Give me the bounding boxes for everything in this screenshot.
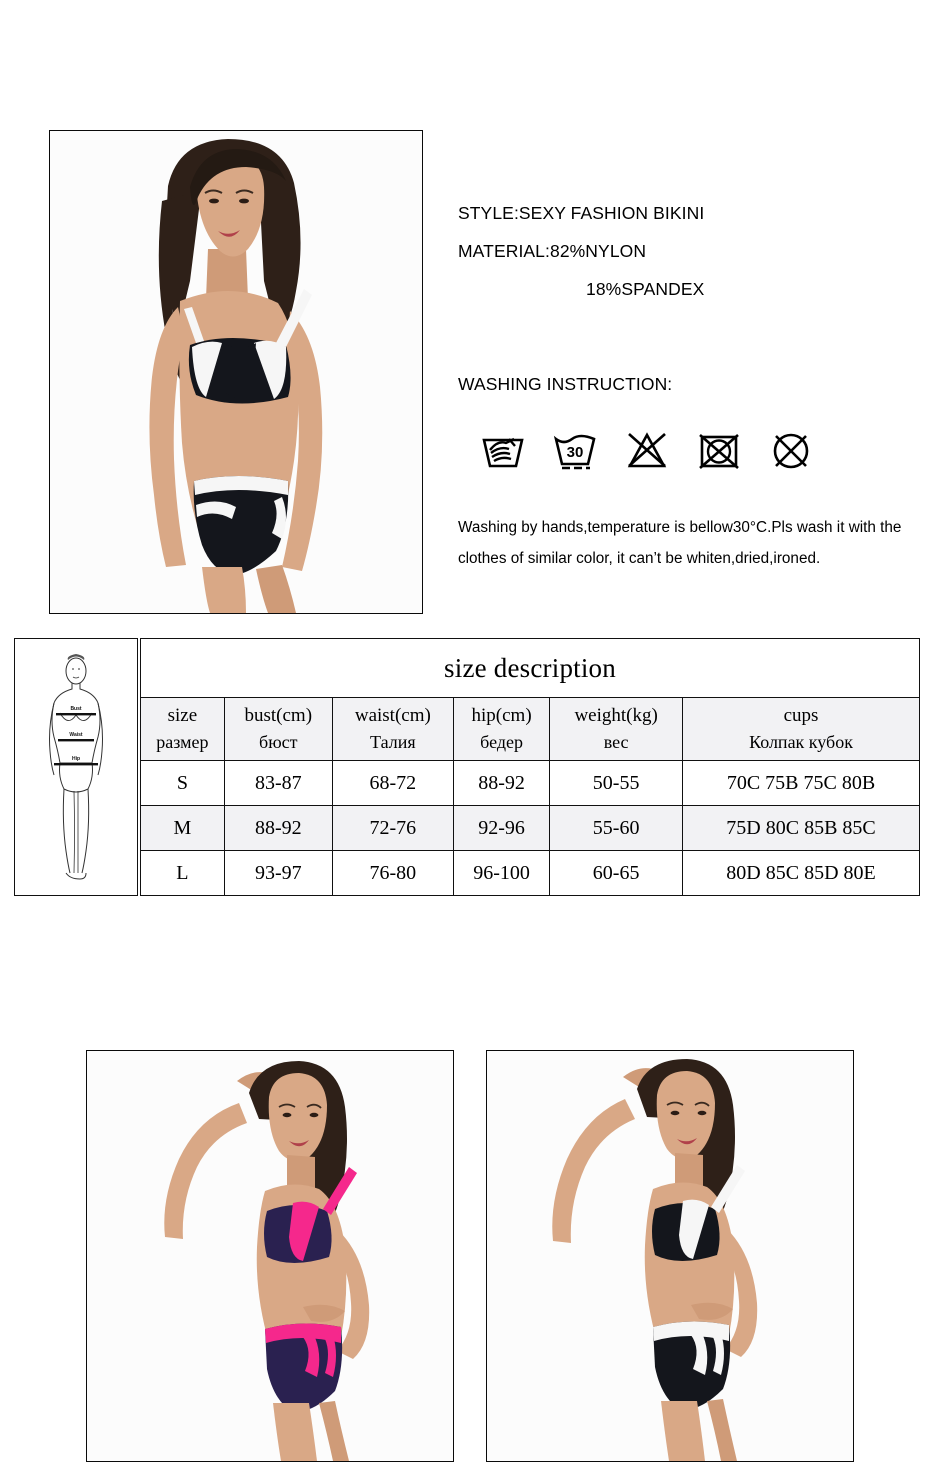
size-table [140, 638, 920, 896]
header-weight [550, 698, 683, 761]
cell-hip: 88-92 [453, 761, 549, 806]
size-table-title-row [141, 639, 920, 698]
size-table-cell [140, 638, 920, 896]
table-row [141, 851, 920, 896]
body-measure-diagram-icon [28, 651, 124, 883]
model-side-navy-pink-illustration [87, 1051, 453, 1461]
header-bust [224, 698, 332, 761]
hero-product-photo [49, 130, 423, 614]
washing-instruction-title: WASHING INSTRUCTION: [458, 374, 673, 394]
do-not-tumble-dry-icon [694, 426, 744, 474]
cell-weight: 60-65 [550, 851, 683, 896]
cell-bust: 88-92 [224, 806, 332, 851]
size-table-title: size description [141, 639, 920, 698]
product-spec-block [458, 194, 928, 308]
hand-wash-icon [478, 426, 528, 474]
measurement-figure-cell [14, 638, 138, 896]
header-hip-ru: бедер [480, 732, 523, 752]
header-hip-en: hip(cm) [471, 705, 532, 726]
cell-waist: 76-80 [332, 851, 453, 896]
cell-size: M [141, 806, 225, 851]
cell-hip: 92-96 [453, 806, 549, 851]
cell-waist: 72-76 [332, 806, 453, 851]
care-symbol-row [478, 426, 816, 474]
size-description-section [14, 638, 920, 896]
header-weight-en: weight(kg) [574, 705, 658, 726]
bust-measure-label: Bust [70, 706, 82, 712]
header-waist-ru: Талия [370, 732, 416, 752]
table-row [141, 806, 920, 851]
do-not-dry-clean-icon [766, 426, 816, 474]
header-size-en: size [167, 705, 198, 726]
header-size-ru: размер [156, 732, 209, 752]
spec-material: MATERIAL:82%NYLON [458, 241, 647, 261]
gallery-photo-navy-pink [86, 1050, 454, 1462]
cell-size: L [141, 851, 225, 896]
header-cups-en: cups [783, 705, 819, 726]
cell-bust: 83-87 [224, 761, 332, 806]
washing-instruction-text: Washing by hands,temperature is bellow30°C.Pls wash it with the clothes of similar color, it can’t be whiten,dried,ironed. [458, 519, 902, 567]
header-bust-en: bust(cm) [244, 705, 313, 726]
do-not-bleach-icon [622, 426, 672, 474]
header-bust-ru: бюст [259, 732, 298, 752]
cell-cups: 80D 85C 85D 80E [683, 851, 920, 896]
header-waist [332, 698, 453, 761]
header-hip [453, 698, 549, 761]
wash-30-degrees-icon [550, 426, 600, 474]
cell-cups: 75D 80C 85B 85C [683, 806, 920, 851]
waist-measure-label: Waist [69, 732, 83, 738]
header-cups [683, 698, 920, 761]
hip-measure-label: Hip [71, 756, 81, 762]
size-table-header-row [141, 698, 920, 761]
cell-weight: 55-60 [550, 806, 683, 851]
cell-weight: 50-55 [550, 761, 683, 806]
cell-waist: 68-72 [332, 761, 453, 806]
table-row [141, 761, 920, 806]
cell-cups: 70C 75B 75C 80B [683, 761, 920, 806]
model-front-illustration [50, 131, 422, 613]
model-side-black-white-illustration [487, 1051, 853, 1461]
header-cups-ru: Колпак кубок [749, 732, 853, 752]
spec-material-second: 18%SPANDEX [586, 279, 705, 299]
header-size [141, 698, 225, 761]
hero-photo-canvas [50, 131, 422, 613]
wash-temp-value: 30 [566, 444, 584, 461]
header-weight-ru: вес [603, 732, 629, 752]
cell-size: S [141, 761, 225, 806]
spec-style: STYLE:SEXY FASHION BIKINI [458, 203, 705, 223]
gallery-photo-black-white [486, 1050, 854, 1462]
cell-hip: 96-100 [453, 851, 549, 896]
header-waist-en: waist(cm) [354, 705, 431, 726]
cell-bust: 93-97 [224, 851, 332, 896]
